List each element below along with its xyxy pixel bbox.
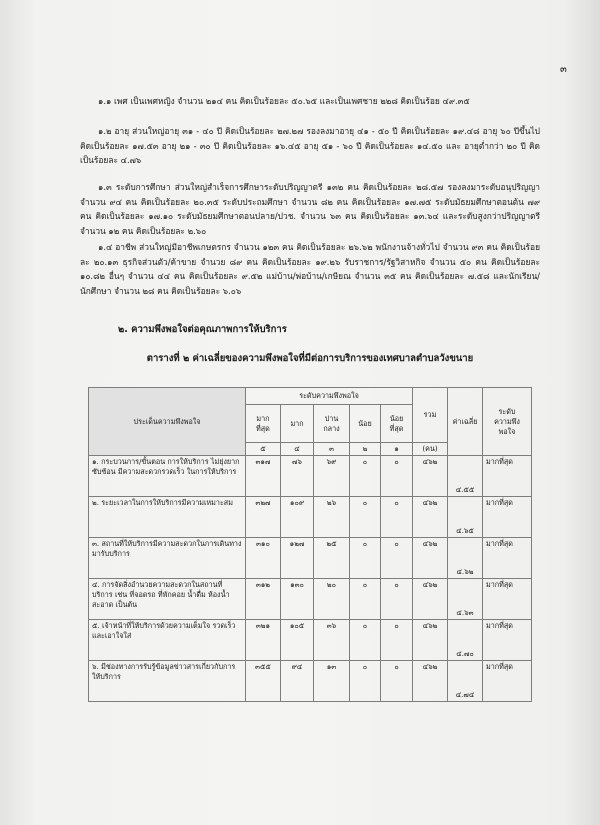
cell-level-5: ๓๕๕ [246, 661, 281, 702]
cell-average: ๔.๖๒ [448, 538, 483, 579]
cell-level-3: ๒๐ [314, 579, 350, 620]
level-num-5: ๕ [246, 443, 281, 456]
paragraph-age: ๑.๒ อายุ ส่วนใหญ่อายุ ๓๑ - ๔๐ ปี คิดเป็นร้อยละ ๒๗.๒๗ รองลงมาอายุ ๔๑ - ๕๐ ปี คิดเป็นร้อยละ ๑๙.๔๘ อายุ ๖๐ ปีขึ้นไป คิดเป็นร้อยละ ๑๗.๕๓ อายุ ๒๑ - ๓๐ ปี คิดเป็นร้อยละ ๑๖.๔๕ อายุ ๕๑ - ๖๐ ปี คิดเป็นร้อยละ ๑๔.๕๐ และ อายุต่ำกว่า ๒๐ ปี คิดเป็นร้อยละ ๔.๗๖ [80, 126, 540, 166]
cell-level: มากที่สุด [483, 620, 532, 661]
cell-total: ๔๖๒ [413, 497, 448, 538]
cell-level: มากที่สุด [483, 497, 532, 538]
cell-level-5: ๓๒๑ [246, 620, 281, 661]
level-num-4: ๔ [280, 443, 313, 456]
cell-total: ๔๖๒ [413, 620, 448, 661]
cell-level-2: ๐ [349, 456, 380, 497]
table-row [89, 661, 532, 702]
table-row [89, 538, 532, 579]
cell-average: ๔.๕๕ [448, 456, 483, 497]
table-row [89, 620, 532, 661]
cell-level-5: ๓๑๗ [246, 456, 281, 497]
level-num-3: ๓ [314, 443, 350, 456]
col-header-level: ระดับ ความพึง พอใจ [483, 388, 532, 456]
cell-level-3: ๒๕ [314, 538, 350, 579]
cell-level-3: ๒๖ [314, 497, 350, 538]
cell-level-1: ๐ [381, 456, 413, 497]
col-header-topic: ประเด็นความพึงพอใจ [89, 388, 246, 456]
paragraph-gender: ๑.๑ เพศ เป็นเพศหญิง จำนวน ๒๑๔ คน คิดเป็นร้อยละ ๕๐.๖๕ และเป็นเพศชาย ๒๒๘ คิดเป็นร้อย ๔๙.๓๕ [98, 96, 470, 106]
cell-level-1: ๐ [381, 579, 413, 620]
paragraph-occupation: ๑.๔ อาชีพ ส่วนใหญ่มีอาชีพเกษตรกร จำนวน ๑๒๓ คน คิดเป็นร้อยละ ๒๖.๖๒ พนักงานจ้างทั่วไป จำนวน ๙๓ คน คิดเป็นร้อยละ ๒๐.๑๓ ธุรกิจส่วนตัว/ค้าขาย จำนวย ๘๙ คน คิดเป็นร้อยละ ๑๙.๒๖ รับราชการ/รัฐวิสาหกิจ จำนวน ๕๐ คน คิดเป็นร้อยละ ๑๐.๘๒ อื่นๆ จำนวน ๔๔ คน คิดเป็นร้อยละ ๙.๕๒ แม่บ้าน/พ่อบ้าน/เกษียณ จำนวน ๓๕ คน คิดเป็นร้อยละ ๗.๕๘ และนักเรียน/นักศึกษา จำนวน ๒๘ คน คิดเป็นร้อยละ ๖.๐๖ [80, 242, 540, 296]
cell-level-2: ๐ [349, 579, 380, 620]
col-header-average: ค่าเฉลี่ย [448, 388, 483, 456]
cell-level-3: ๖๙ [314, 456, 350, 497]
row-topic: ๔. การจัดสิ่งอำนวยความสะดวกในสถานที่บริการ เช่น ที่จอดรถ ที่พักคอย น้ำดื่ม ห้องน้ำสะอาด เป็นต้น [89, 579, 246, 620]
satisfaction-table [88, 387, 532, 702]
cell-level: มากที่สุด [483, 661, 532, 702]
col-header-total: รวม [413, 388, 448, 443]
cell-total: ๔๖๒ [413, 456, 448, 497]
cell-total: ๔๖๒ [413, 661, 448, 702]
cell-level-3: ๑๓ [314, 661, 350, 702]
table-row [89, 497, 532, 538]
cell-average: ๔.๖๓ [448, 579, 483, 620]
cell-level-2: ๐ [349, 538, 380, 579]
cell-average: ๔.๗๐ [448, 620, 483, 661]
row-topic: ๒. ระยะเวลาในการให้บริการมีความเหมาะสม [89, 497, 246, 538]
cell-level: มากที่สุด [483, 579, 532, 620]
col-header-level-2: น้อย [349, 405, 380, 443]
cell-level-1: ๐ [381, 620, 413, 661]
level-num-1: ๑ [381, 443, 413, 456]
paragraph-education: ๑.๓ ระดับการศึกษา ส่วนใหญ่สำเร็จการศึกษาระดับปริญญาตรี ๑๓๒ คน คิดเป็นร้อยละ ๒๘.๕๗ รองลงมาระดับอนุปริญญา จำนวน ๙๔ คน คิดเป็นร้อยละ ๒๐.๓๕ ระดับประถมศึกษา จำนวน ๘๒ คน คิดเป็นร้อยละ ๑๗.๗๕ ระดับมัธยมศึกษาตอนต้น ๗๙ คน คิดเป็นร้อยละ ๑๗.๑๐ ระดับมัธยมศึกษาตอนปลาย/ปวช. จำนวน ๖๓ คน คิดเป็นร้อยละ ๑๓.๖๔ และระดับสูงกว่าปริญญาตรี จำนวน ๑๒ คน คิดเป็นร้อยละ ๒.๖๐ [80, 182, 540, 236]
cell-level-3: ๓๖ [314, 620, 350, 661]
cell-total: ๔๖๒ [413, 579, 448, 620]
col-header-level-3: ปาน กลาง [314, 405, 350, 443]
cell-level-2: ๐ [349, 661, 380, 702]
cell-level-5: ๓๒๗ [246, 497, 281, 538]
row-topic: ๑. กระบวนการ/ขั้นตอน การให้บริการ ไม่ยุ่งยาก ซับซ้อน มีความสะดวกรวดเร็ว ในการให้บริการ [89, 456, 246, 497]
col-header-level-4: มาก [280, 405, 313, 443]
cell-level-4: ๑๐๙ [280, 497, 313, 538]
level-num-2: ๒ [349, 443, 380, 456]
table-row [89, 579, 532, 620]
cell-level-2: ๐ [349, 497, 380, 538]
section-heading: ๒. ความพึงพอใจต่อคุณภาพการให้บริการ [118, 324, 287, 335]
cell-level-4: ๑๒๗ [280, 538, 313, 579]
cell-level: มากที่สุด [483, 538, 532, 579]
cell-total: ๔๖๒ [413, 538, 448, 579]
cell-average: ๔.๗๔ [448, 661, 483, 702]
table-row [89, 456, 532, 497]
cell-level-5: ๓๑๐ [246, 538, 281, 579]
cell-level-1: ๐ [381, 661, 413, 702]
cell-level-4: ๗๖ [280, 456, 313, 497]
col-header-satisfaction-level-group: ระดับความพึงพอใจ [246, 388, 413, 405]
row-topic: ๕. เจ้าหน้าที่ให้บริการด้วยความเต็มใจ รวดเร็ว และเอาใจใส่ [89, 620, 246, 661]
cell-level-5: ๓๑๒ [246, 579, 281, 620]
total-unit: (คน) [413, 443, 448, 456]
row-topic: ๖. มีช่องทางการรับรู้ข้อมูลข่าวสารเกี่ยวกับการให้บริการ [89, 661, 246, 702]
row-topic: ๓. สถานที่ให้บริการมีความสะดวกในการเดินทางมารับบริการ [89, 538, 246, 579]
cell-level-4: ๑๓๐ [280, 579, 313, 620]
cell-level-4: ๑๐๕ [280, 620, 313, 661]
cell-level: มากที่สุด [483, 456, 532, 497]
table-title: ตารางที่ ๒ ค่าเฉลี่ยของความพึงพอใจที่มีต่อการบริการของเทศบาลตำบลวังขนาย [146, 353, 474, 364]
cell-level-1: ๐ [381, 497, 413, 538]
col-header-level-5: มาก ที่สุด [246, 405, 281, 443]
page-number: ๓ [560, 64, 567, 75]
col-header-level-1: น้อย ที่สุด [381, 405, 413, 443]
cell-level-4: ๙๔ [280, 661, 313, 702]
cell-average: ๔.๖๕ [448, 497, 483, 538]
cell-level-1: ๐ [381, 538, 413, 579]
cell-level-2: ๐ [349, 620, 380, 661]
